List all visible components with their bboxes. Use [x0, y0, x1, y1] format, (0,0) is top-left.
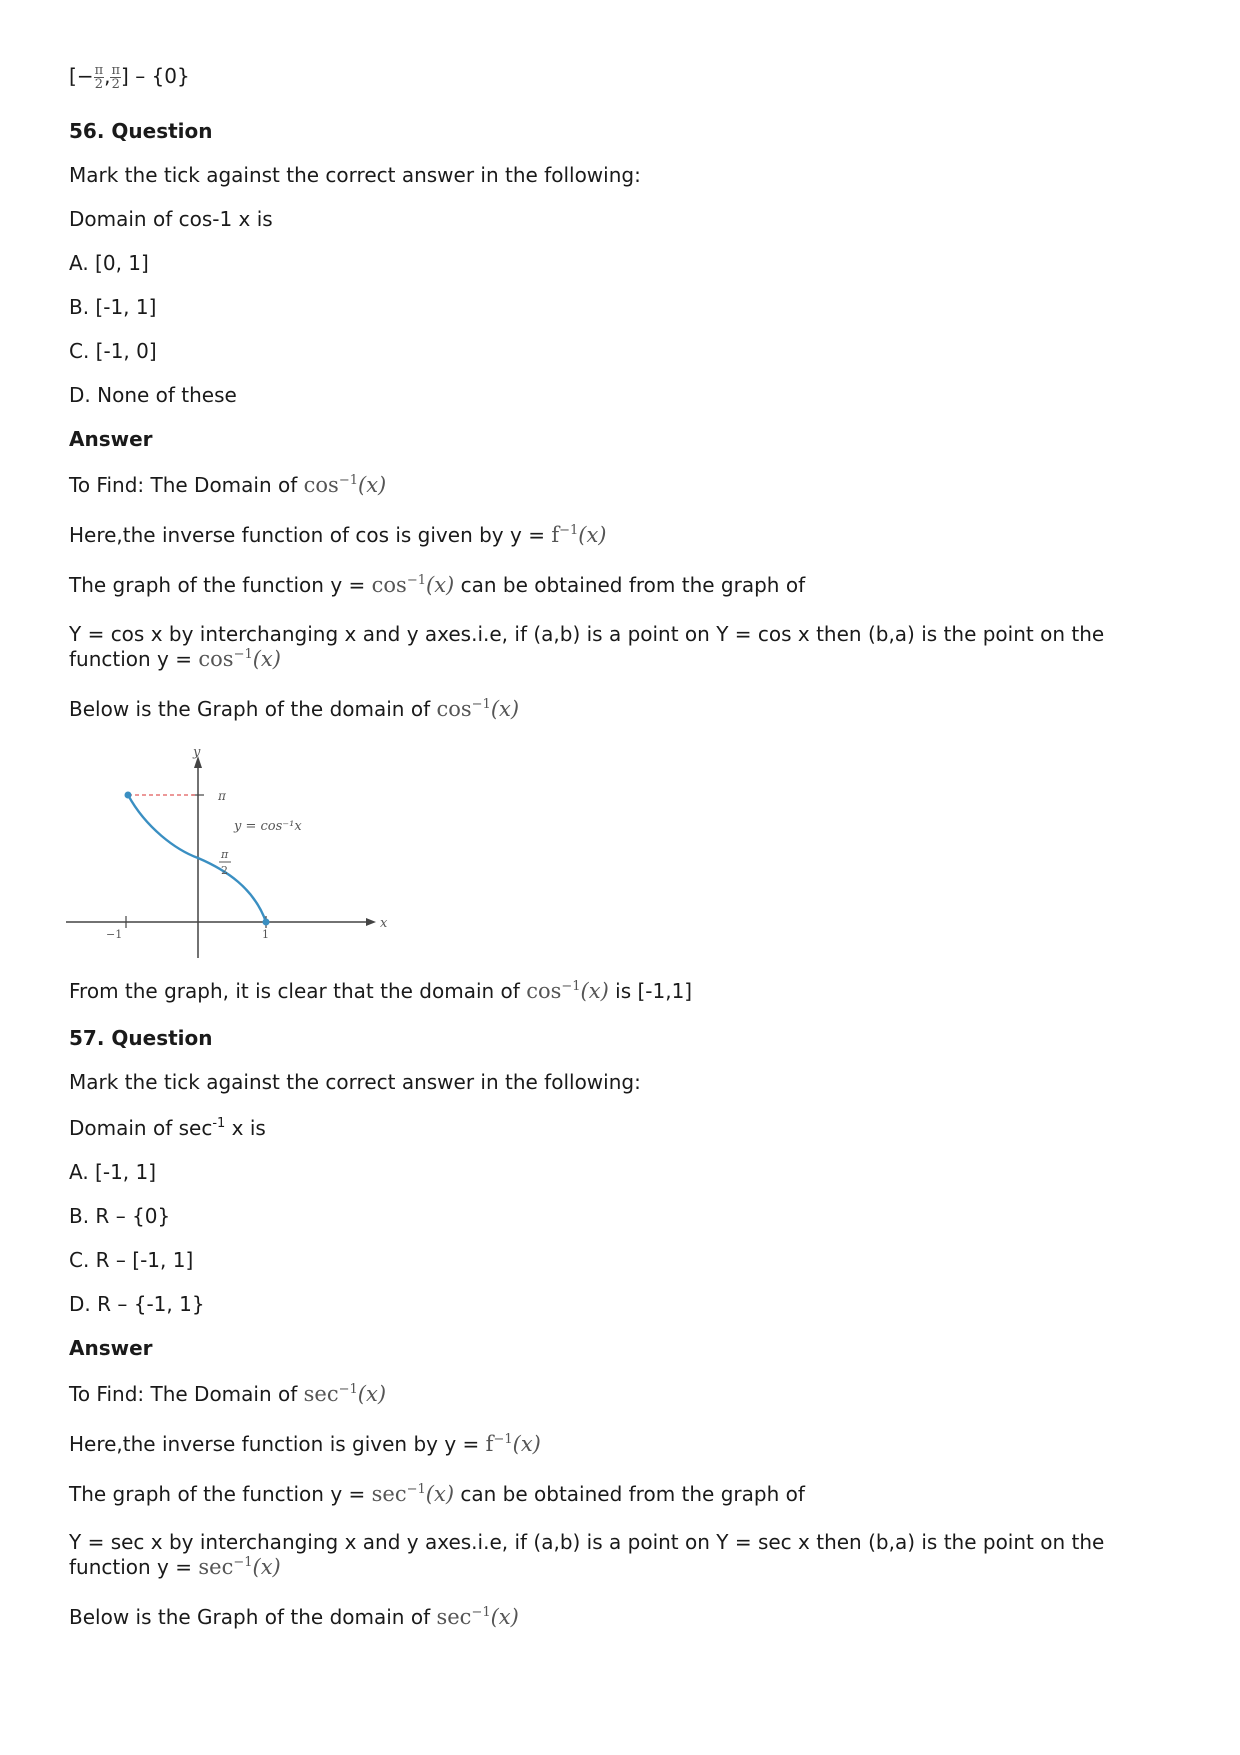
q57-option-a: A. [-1, 1] — [69, 1160, 157, 1184]
q57-instruction: Mark the tick against the correct answer in the following: — [69, 1070, 641, 1094]
q57-option-b: B. R – {0} — [69, 1204, 171, 1228]
tick-label-1: 1 — [262, 928, 269, 941]
cos-inverse-x: $\cos^{-1}(x)$ — [526, 979, 609, 1003]
tick-label-pi-half-den: 2 — [221, 864, 228, 877]
q56-answer-heading: Answer — [69, 427, 153, 451]
q56-heading: 56. Question — [69, 119, 213, 143]
q56-conclusion: From the graph, it is clear that the domain of $\cos^{-1}(x)$ is [-1,1] — [69, 979, 693, 1003]
prev-answer-interval: [− $\frac{\pi}{2}$ , $\frac{\pi}{2}$ ] – {0} — [69, 63, 190, 92]
q57-interchange-line1: Y = sec x by interchanging x and y axes.i.e, if (a,b) is a point on Y = sec x then (b,a) is the point on the — [69, 1530, 1105, 1554]
q56-inverse-text: Here,the inverse function of cos is given by $y = f^{-1}(x)$ — [69, 523, 607, 547]
q56-interchange-line1: Y = cos x by interchanging x and y axes.i.e, if (a,b) is a point on Y = cos x then (b,a) is the point on the — [69, 622, 1105, 646]
sec-inverse-x: $\sec^{-1}(x)$ — [436, 1605, 519, 1629]
minus-sign: − — [76, 64, 94, 88]
y-axis-label: y — [193, 745, 201, 760]
q56-option-b: B. [-1, 1] — [69, 295, 157, 319]
q57-interchange-line2: function $y = \sec^{-1}(x)$ — [69, 1555, 281, 1579]
cos-inverse-x: $\cos^{-1}(x)$ — [371, 573, 455, 597]
f-inverse-x: $f^{-1}(x)$ — [551, 523, 607, 547]
fraction-neg-pi-half: $\frac{\pi}{2}$ — [94, 63, 104, 92]
q56-graph-text: The graph of the function $y = \cos^{-1}(x)$ can be obtained from the graph of — [69, 573, 806, 597]
q56-interchange-line2: function $y = \cos^{-1}(x)$ — [69, 647, 281, 671]
endpoint-1-0 — [263, 919, 270, 926]
q57-prompt: Domain of $\sec^{-1} x$ is — [69, 1116, 266, 1140]
fraction-pi-half: $\frac{\pi}{2}$ — [111, 63, 121, 92]
sec-inverse-x: $\sec^{-1}(x)$ — [303, 1382, 387, 1406]
cos-inverse-x: $\cos^{-1}(x)$ — [198, 647, 281, 671]
q57-option-c: C. R – [-1, 1] — [69, 1248, 194, 1272]
q56-option-d: D. None of these — [69, 383, 237, 407]
q57-below-text: Below is the Graph of the domain of $\sec^{-1}(x)$ — [69, 1605, 519, 1629]
q56-below-text: Below is the Graph of the domain of $\cos^{-1}(x)$ — [69, 697, 520, 721]
tick-label-pi-half-num: π — [221, 848, 229, 861]
x-axis-label: x — [380, 916, 388, 931]
cos-inverse-x: $\cos^{-1}(x)$ — [436, 697, 520, 721]
sec-inverse-x: $\sec^{-1}(x)$ — [371, 1482, 455, 1506]
q57-heading: 57. Question — [69, 1026, 213, 1050]
cos-inverse-x: $\cos^{-1}(x)$ — [303, 473, 387, 497]
q57-inverse-text: Here,the inverse function is given by $y = f^{-1}(x)$ — [69, 1432, 541, 1456]
sec-inverse-x: $\sec^{-1}(x)$ — [198, 1555, 281, 1579]
f-inverse-x: $f^{-1}(x)$ — [485, 1432, 541, 1456]
q56-option-c: C. [-1, 0] — [69, 339, 157, 363]
q56-to-find: To Find: The Domain of $\cos^{-1}(x)$ — [69, 473, 387, 497]
q57-to-find: To Find: The Domain of $\sec^{-1}(x)$ — [69, 1382, 387, 1406]
q56-prompt: Domain of cos-1 x is — [69, 207, 273, 231]
curve-label: y = cos⁻¹x — [234, 819, 302, 834]
q56-option-a: A. [0, 1] — [69, 251, 149, 275]
q57-graph-text: The graph of the function $y = \sec^{-1}(x)$ can be obtained from the graph of — [69, 1482, 805, 1506]
bracket-close: ] – {0} — [121, 64, 190, 88]
bracket-open: [ — [69, 64, 77, 88]
endpoint-neg1-pi — [125, 792, 132, 799]
arccos-graph — [66, 745, 388, 958]
tick-label-pi: π — [218, 789, 226, 803]
q56-instruction: Mark the tick against the correct answer in the following: — [69, 163, 641, 187]
q57-answer-heading: Answer — [69, 1336, 153, 1360]
q57-option-d: D. R – {-1, 1} — [69, 1292, 205, 1316]
tick-label-neg1: −1 — [106, 928, 123, 941]
